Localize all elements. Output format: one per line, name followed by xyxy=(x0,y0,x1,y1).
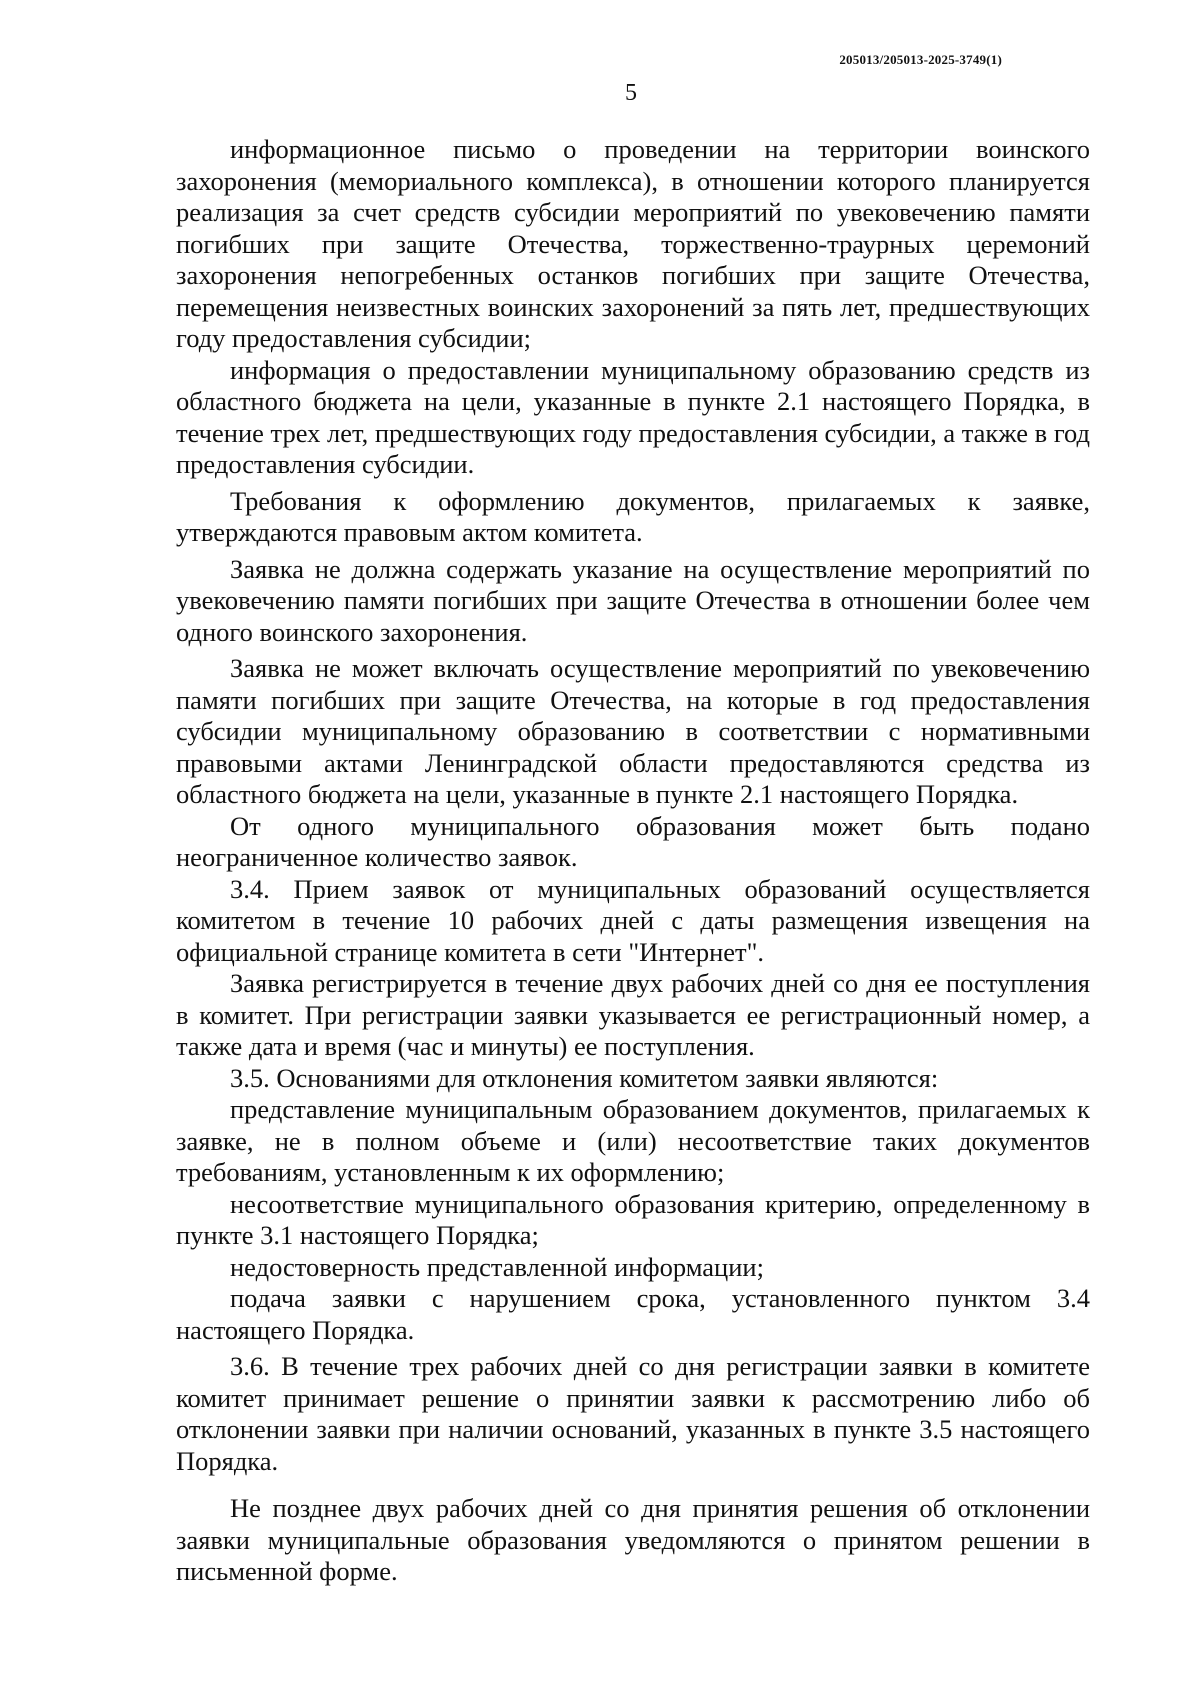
paragraph-single-burial: Заявка не должна содержать указание на осуществление мероприятий по увековечению памяти погибших при защите Отечества в отношении более чем одного воинского захоронения. xyxy=(176,553,1090,647)
page-number: 5 xyxy=(625,80,637,106)
paragraph-exclusion: Заявка не может включать осуществление мероприятий по увековечению памяти погибших при защите Отечества, на которые в год предоставления субсидии муниципальному образованию в соответствии с нормативными правовыми актами Ленинградской области предоставляются средства из областного бюджета на цели, указанные в пункте 2.1 настоящего Порядка. xyxy=(176,653,1090,809)
paragraph-rejection-incomplete: представление муниципальным образованием документов, прилагаемых к заявке, не в полном объеме и (или) несоответствие таких документов требованиям, установленным к их оформлению; xyxy=(176,1094,1090,1187)
paragraph-rejection-deadline: подача заявки с нарушением срока, установленного пунктом 3.4 настоящего Порядка. xyxy=(176,1283,1090,1345)
paragraph-registration: Заявка регистрируется в течение двух рабочих дней со дня ее поступления в комитет. При регистрации заявки указывается ее регистрационный номер, а также дата и время (час и минуты) ее поступления. xyxy=(176,968,1090,1061)
paragraph-3-5: 3.5. Основаниями для отклонения комитетом заявки являются: xyxy=(230,1062,939,1093)
paragraph-3-4: 3.4. Прием заявок от муниципальных образований осуществляется комитетом в течение 10 рабочих дней с даты размещения извещения на официальной странице комитета в сети "Интернет". xyxy=(176,873,1090,967)
paragraph-3-6: 3.6. В течение трех рабочих дней со дня регистрации заявки в комитете комитет принимает решение о принятии заявки к рассмотрению либо об отклонении заявки при наличии оснований, указанных в пункте 3.5 настоящего Порядка. xyxy=(176,1351,1090,1476)
paragraph-notification: Не позднее двух рабочих дней со дня принятия решения об отклонении заявки муниципальные образования уведомляются о принятом решении в письменной форме. xyxy=(176,1493,1090,1586)
document-id: 205013/205013-2025-3749(1) xyxy=(839,52,1002,67)
paragraph-funding-info: информация о предоставлении муниципальному образованию средств из областного бюджета на цели, указанные в пункте 2.1 настоящего Порядка, в течение трех лет, предшествующих году предоставления субсидии, а также в год предоставления субсидии. xyxy=(176,354,1090,479)
paragraph-unlimited-applications: От одного муниципального образования может быть подано неограниченное количество заявок. xyxy=(176,810,1090,872)
document-body xyxy=(176,134,1090,1588)
paragraph-rejection-criterion: несоответствие муниципального образования критерию, определенному в пункте 3.1 настоящего Порядка; xyxy=(176,1188,1090,1250)
paragraph-info-letter: информационное письмо о проведении на территории воинского захоронения (мемориального комплекса), в отношении которого планируется реализация за счет средств субсидии мероприятий по увековечению памяти погибших при защите Отечества, торжественно-траурных церемоний захоронения непогребенных останков погибших при защите Отечества, перемещения неизвестных воинских захоронений за пять лет, предшествующих году предоставления субсидии; xyxy=(176,134,1090,353)
paragraph-document-requirements: Требования к оформлению документов, прилагаемых к заявке, утверждаются правовым актом комитета. xyxy=(176,485,1090,547)
paragraph-rejection-unreliable: недостоверность представленной информации; xyxy=(230,1251,764,1282)
